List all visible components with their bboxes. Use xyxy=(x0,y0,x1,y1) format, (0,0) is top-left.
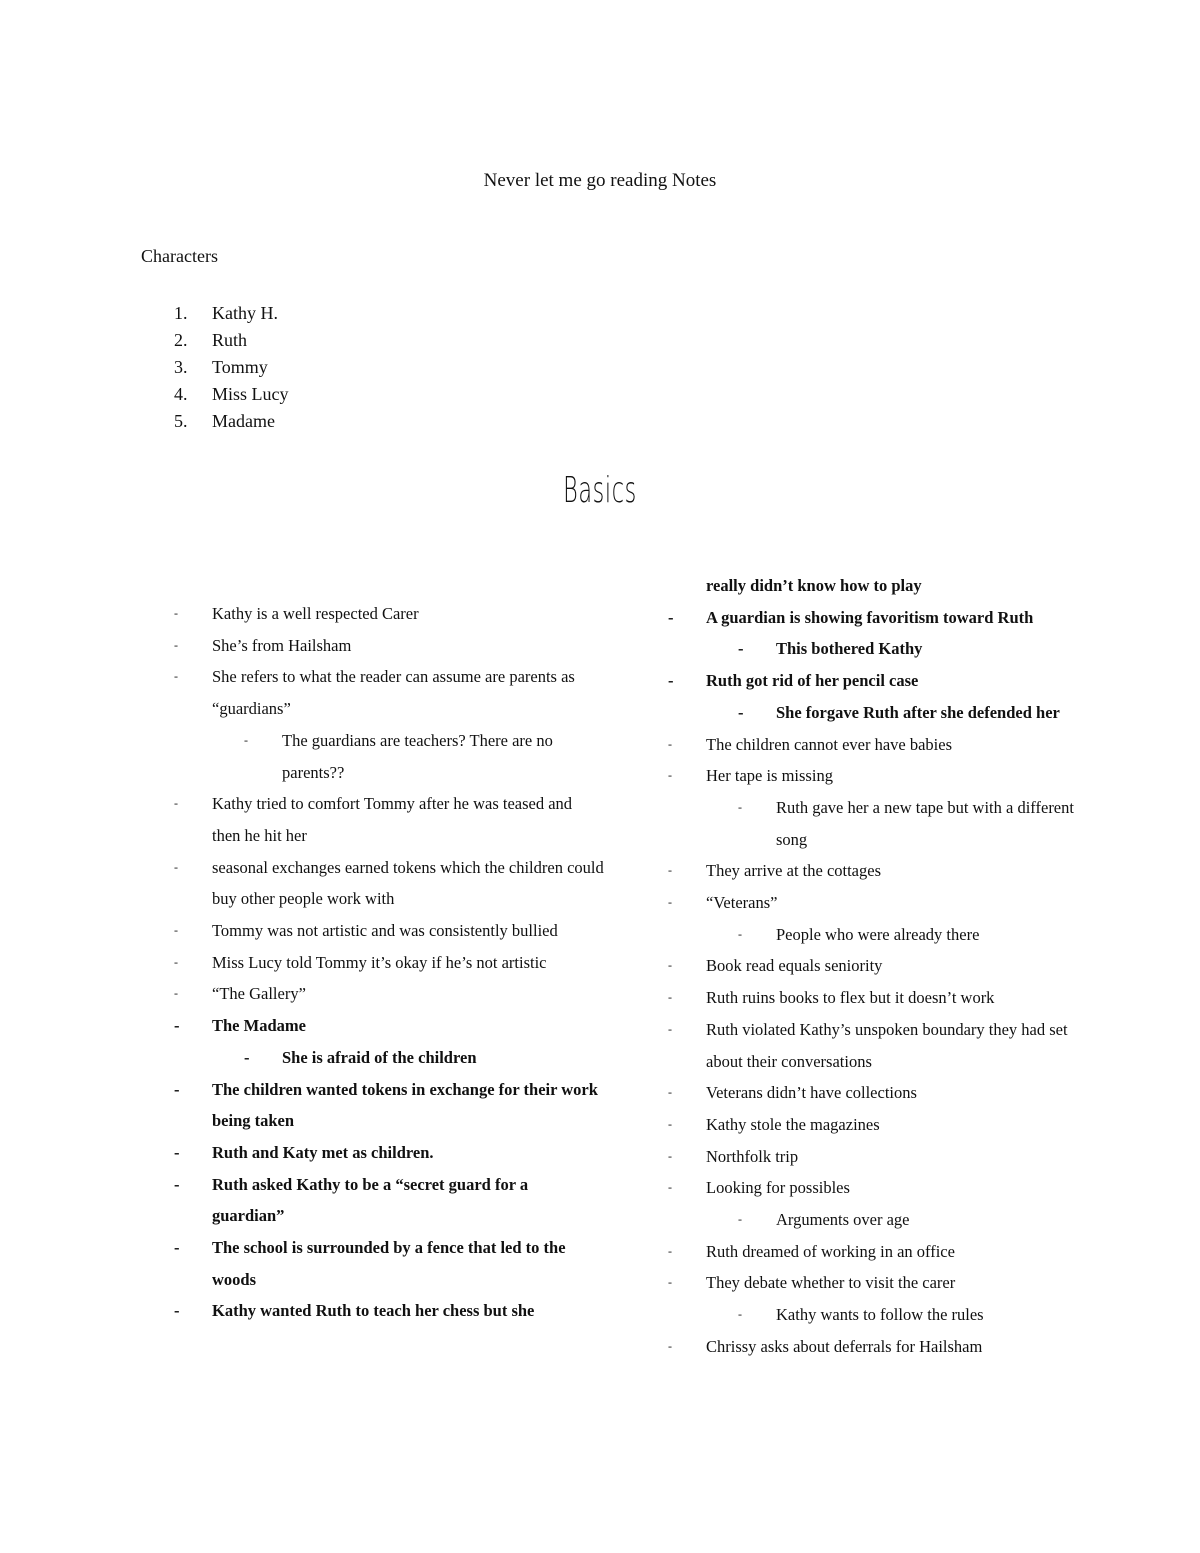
note-text: Ruth got rid of her pencil case xyxy=(706,671,919,691)
note-text: Kathy tried to comfort Tommy after he was teased and then he hit her xyxy=(212,794,573,845)
list-number: 4. xyxy=(174,384,188,404)
note-text: A guardian is showing favoritism toward Ruth xyxy=(706,607,1034,627)
note-item xyxy=(668,1077,1088,1109)
note-text: Kathy is a well respected Carer xyxy=(212,604,419,623)
note-item xyxy=(174,1074,604,1137)
note-subitem xyxy=(668,919,1088,951)
bullet: - xyxy=(668,607,674,627)
bullet: - xyxy=(174,669,178,684)
note-item xyxy=(668,665,1088,697)
note-text: The Madame xyxy=(212,1016,306,1036)
note-subitem xyxy=(174,725,604,788)
bullet: - xyxy=(174,796,178,811)
note-subitem xyxy=(668,697,1088,729)
note-text: They arrive at the cottages xyxy=(706,861,881,881)
bullet: - xyxy=(668,1021,672,1036)
bullet: - xyxy=(244,1047,250,1067)
bullet: - xyxy=(668,1243,672,1258)
note-item xyxy=(668,1141,1088,1173)
character-name: Miss Lucy xyxy=(212,384,289,404)
note-subitem xyxy=(668,633,1088,665)
note-text: really didn’t know how to play xyxy=(706,576,922,595)
note-item xyxy=(174,852,604,915)
bullet: - xyxy=(668,1275,672,1290)
note-item xyxy=(668,1267,1088,1299)
bullet: - xyxy=(738,702,744,722)
list-item xyxy=(174,408,289,435)
notes-column-left xyxy=(174,598,604,1327)
note-item xyxy=(668,1172,1088,1204)
note-text: Northfolk trip xyxy=(706,1146,799,1166)
note-item xyxy=(174,1295,604,1327)
note-text: The children cannot ever have babies xyxy=(706,734,953,754)
bullet: - xyxy=(174,923,178,938)
note-text: The guardians are teachers? There are no parents?? xyxy=(282,730,553,782)
note-text: Kathy stole the magazines xyxy=(706,1114,880,1134)
note-item xyxy=(668,1014,1088,1077)
note-item xyxy=(174,947,604,979)
note-text: She refers to what the reader can assume are parents as “guardians” xyxy=(212,667,575,719)
bullet: - xyxy=(174,1301,180,1321)
bullet: - xyxy=(738,1307,742,1322)
bullet: - xyxy=(174,1016,180,1036)
note-item xyxy=(668,855,1088,887)
note-text: She’s from Hailsham xyxy=(212,635,352,655)
note-text: Chrissy asks about deferrals for Hailsham xyxy=(706,1336,983,1356)
note-item xyxy=(174,1010,604,1042)
list-item xyxy=(174,327,289,354)
bullet: - xyxy=(174,859,178,874)
note-text: Kathy wanted Ruth to teach her chess but she xyxy=(212,1301,535,1321)
bullet: - xyxy=(668,895,672,910)
list-number: 2. xyxy=(174,330,188,350)
note-item xyxy=(668,602,1088,634)
bullet: - xyxy=(738,926,742,941)
notes-column-right xyxy=(668,570,1088,1363)
list-item xyxy=(174,300,289,327)
page-title: Never let me go reading Notes xyxy=(483,170,717,191)
bullet: - xyxy=(668,1085,672,1100)
note-subitem xyxy=(668,1204,1088,1236)
bullet: - xyxy=(668,990,672,1005)
note-text: The school is surrounded by a fence that led to the woods xyxy=(212,1238,566,1289)
note-item xyxy=(174,661,604,724)
bullet: - xyxy=(174,986,178,1001)
list-item xyxy=(174,354,289,381)
note-item xyxy=(174,1169,604,1232)
bullet: - xyxy=(174,954,178,969)
note-text: Arguments over age xyxy=(776,1210,910,1230)
bullet: - xyxy=(668,958,672,973)
bullet: - xyxy=(668,736,672,751)
note-text: “The Gallery” xyxy=(212,984,306,1004)
bullet: - xyxy=(174,1238,180,1258)
note-item xyxy=(668,982,1088,1014)
basics-heading: Basics xyxy=(563,470,637,511)
note-text: She is afraid of the children xyxy=(282,1047,477,1067)
note-text: Her tape is missing xyxy=(706,766,833,786)
note-text: Ruth violated Kathy’s unspoken boundary they had set about their conversations xyxy=(706,1019,1068,1071)
list-item xyxy=(174,381,289,408)
note-text: Tommy was not artistic and was consistently bullied xyxy=(212,921,558,941)
note-item xyxy=(668,950,1088,982)
note-item xyxy=(174,915,604,947)
character-list xyxy=(174,300,289,435)
bullet: - xyxy=(244,732,248,747)
characters-heading: Characters xyxy=(141,246,218,266)
note-text: “Veterans” xyxy=(706,893,778,913)
note-item xyxy=(174,1232,604,1295)
note-text: This bothered Kathy xyxy=(776,639,923,659)
note-text: Ruth ruins books to flex but it doesn’t work xyxy=(706,988,995,1008)
bullet: - xyxy=(174,606,178,620)
note-text: seasonal exchanges earned tokens which the children could buy other people work with xyxy=(212,857,604,909)
bullet: - xyxy=(174,637,178,652)
bullet: - xyxy=(668,671,674,691)
bullet: - xyxy=(668,1338,672,1353)
note-continuation xyxy=(668,570,1088,602)
bullet: - xyxy=(174,1079,180,1099)
bullet: - xyxy=(174,1142,180,1162)
note-text: They debate whether to visit the carer xyxy=(706,1273,956,1293)
note-text: She forgave Ruth after she defended her xyxy=(776,702,1060,722)
note-text: Ruth gave her a new tape but with a different song xyxy=(776,797,1074,849)
character-name: Kathy H. xyxy=(212,303,278,323)
bullet: - xyxy=(668,863,672,878)
note-item xyxy=(174,788,604,851)
bullet: - xyxy=(738,639,744,659)
note-text: Book read equals seniority xyxy=(706,956,883,976)
bullet: - xyxy=(668,1180,672,1195)
character-name: Tommy xyxy=(212,357,268,377)
note-item xyxy=(174,1137,604,1169)
note-item xyxy=(668,729,1088,761)
bullet: - xyxy=(738,799,742,814)
note-text: Ruth dreamed of working in an office xyxy=(706,1241,955,1261)
note-text: Veterans didn’t have collections xyxy=(706,1083,917,1103)
note-item xyxy=(668,1236,1088,1268)
note-item xyxy=(668,1331,1088,1363)
list-number: 3. xyxy=(174,357,188,377)
note-text: The children wanted tokens in exchange for their work being taken xyxy=(212,1079,598,1131)
bullet: - xyxy=(668,1116,672,1131)
note-text: People who were already there xyxy=(776,924,980,944)
note-text: Miss Lucy told Tommy it’s okay if he’s not artistic xyxy=(212,952,547,972)
character-name: Ruth xyxy=(212,330,248,350)
note-text: Ruth asked Kathy to be a “secret guard for a guardian” xyxy=(212,1174,529,1226)
bullet: - xyxy=(174,1174,180,1194)
list-number: 1. xyxy=(174,303,188,323)
note-text: Kathy wants to follow the rules xyxy=(776,1305,984,1325)
note-item xyxy=(174,598,604,630)
bullet: - xyxy=(738,1212,742,1227)
character-name: Madame xyxy=(212,411,275,431)
note-subitem xyxy=(668,792,1088,855)
note-item xyxy=(668,887,1088,919)
list-number: 5. xyxy=(174,411,188,431)
note-item xyxy=(174,630,604,662)
note-subitem xyxy=(174,1042,604,1074)
note-text: Ruth and Katy met as children. xyxy=(212,1142,434,1162)
note-item xyxy=(668,1109,1088,1141)
bullet: - xyxy=(668,768,672,783)
note-subitem xyxy=(668,1299,1088,1331)
bullet: - xyxy=(668,1148,672,1163)
note-text: Looking for possibles xyxy=(706,1178,850,1198)
note-item xyxy=(174,978,604,1010)
note-item xyxy=(668,760,1088,792)
